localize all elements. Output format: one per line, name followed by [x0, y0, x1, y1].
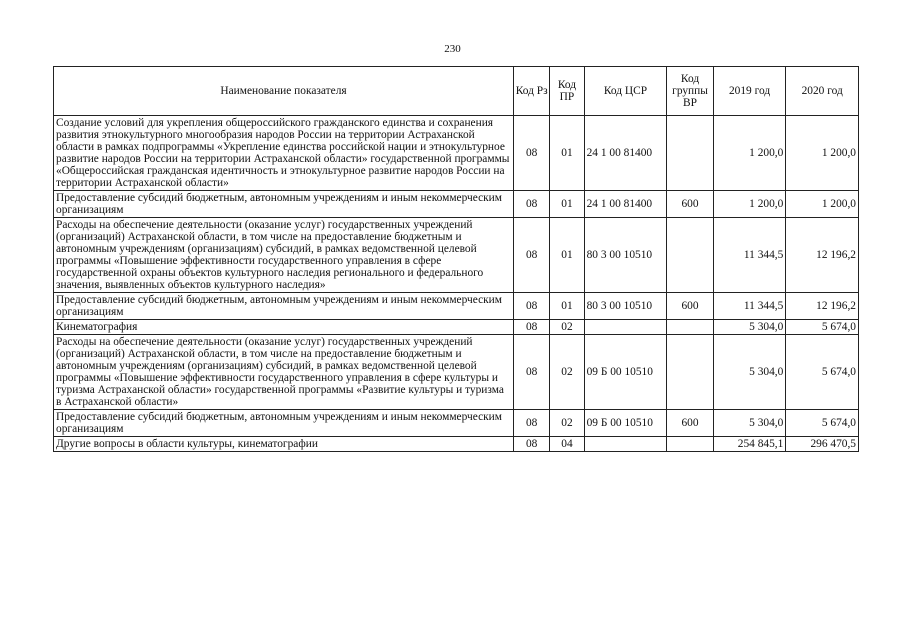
row-2019: 1 200,0 [713, 116, 786, 191]
row-rz: 08 [514, 218, 550, 293]
row-2019: 11 344,5 [713, 293, 786, 320]
row-pr: 01 [550, 218, 584, 293]
budget-table [53, 66, 859, 452]
row-rz: 08 [514, 116, 550, 191]
row-vr [667, 218, 713, 293]
header-name: Наименование показателя [54, 67, 514, 116]
row-name: Другие вопросы в области культуры, кинематографии [54, 437, 514, 452]
row-vr [667, 116, 713, 191]
table-row [54, 116, 859, 191]
row-pr: 01 [550, 191, 584, 218]
header-pr: Код ПР [550, 67, 584, 116]
header-vr: Код группы ВР [667, 67, 713, 116]
row-name: Предоставление субсидий бюджетным, автономным учреждениям и иным некоммерческим организациям [54, 410, 514, 437]
row-vr: 600 [667, 293, 713, 320]
row-pr: 02 [550, 320, 584, 335]
row-2019: 5 304,0 [713, 410, 786, 437]
row-2019: 5 304,0 [713, 320, 786, 335]
row-vr: 600 [667, 191, 713, 218]
row-2019: 254 845,1 [713, 437, 786, 452]
row-2019: 1 200,0 [713, 191, 786, 218]
row-pr: 04 [550, 437, 584, 452]
row-rz: 08 [514, 320, 550, 335]
header-2019: 2019 год [713, 67, 786, 116]
row-rz: 08 [514, 410, 550, 437]
row-2020: 12 196,2 [786, 293, 859, 320]
row-2019: 11 344,5 [713, 218, 786, 293]
row-2020: 1 200,0 [786, 191, 859, 218]
row-csr: 80 3 00 10510 [584, 293, 667, 320]
row-2020: 5 674,0 [786, 335, 859, 410]
row-csr: 09 Б 00 10510 [584, 335, 667, 410]
row-rz: 08 [514, 293, 550, 320]
row-2020: 1 200,0 [786, 116, 859, 191]
row-pr: 01 [550, 116, 584, 191]
row-rz: 08 [514, 437, 550, 452]
row-name: Создание условий для укрепления общероссийского гражданского единства и сохранения развития этнокультурного многообразия народов России на территории Астраханской области в рамках подпрограммы «Укрепление единства российской нации и этнокультурное развитие народов России на территории Астраханской области» государственной программы «Общероссийская гражданская идентичность и этнокультурное развитие народов России на территории Астраханской области» [54, 116, 514, 191]
table-row [54, 410, 859, 437]
header-csr: Код ЦСР [584, 67, 667, 116]
page-number: 230 [444, 43, 461, 55]
table-header-row [54, 67, 859, 116]
row-csr [584, 437, 667, 452]
row-name: Расходы на обеспечение деятельности (оказание услуг) государственных учреждений (организаций) Астраханской области, в том числе на предоставление бюджетным и автономным учреждениям (организациям) субсидий, в рамках ведомственной целевой программы «Повышение эффективности государственного управления в сфере культуры и туризма Астраханской области» государственной программы «Развитие культуры и туризма в Астраханской области» [54, 335, 514, 410]
header-2020: 2020 год [786, 67, 859, 116]
row-2020: 5 674,0 [786, 410, 859, 437]
row-name: Предоставление субсидий бюджетным, автономным учреждениям и иным некоммерческим организациям [54, 191, 514, 218]
row-csr: 09 Б 00 10510 [584, 410, 667, 437]
row-vr: 600 [667, 410, 713, 437]
row-name: Расходы на обеспечение деятельности (оказание услуг) государственных учреждений (организаций) Астраханской области, в том числе на предоставление бюджетным и автономным учреждениям (организациям) субсидий, в рамках ведомственной целевой программы «Повышение эффективности государственного управления в сфере государственной охраны объектов культурного наследия регионального и федерального значения, выявленных объектов культурного наследия» [54, 218, 514, 293]
row-vr [667, 335, 713, 410]
row-csr: 80 3 00 10510 [584, 218, 667, 293]
row-pr: 02 [550, 335, 584, 410]
row-2020: 12 196,2 [786, 218, 859, 293]
row-csr: 24 1 00 81400 [584, 191, 667, 218]
table-row [54, 218, 859, 293]
table-row [54, 437, 859, 452]
row-rz: 08 [514, 335, 550, 410]
table-row [54, 335, 859, 410]
row-2020: 5 674,0 [786, 320, 859, 335]
row-2020: 296 470,5 [786, 437, 859, 452]
row-name: Предоставление субсидий бюджетным, автономным учреждениям и иным некоммерческим организациям [54, 293, 514, 320]
row-vr [667, 437, 713, 452]
row-rz: 08 [514, 191, 550, 218]
row-2019: 5 304,0 [713, 335, 786, 410]
row-pr: 01 [550, 293, 584, 320]
row-csr [584, 320, 667, 335]
row-name: Кинематография [54, 320, 514, 335]
row-vr [667, 320, 713, 335]
row-csr: 24 1 00 81400 [584, 116, 667, 191]
header-rz: Код Рз [514, 67, 550, 116]
table-row [54, 293, 859, 320]
table-row [54, 320, 859, 335]
table-row [54, 191, 859, 218]
row-pr: 02 [550, 410, 584, 437]
